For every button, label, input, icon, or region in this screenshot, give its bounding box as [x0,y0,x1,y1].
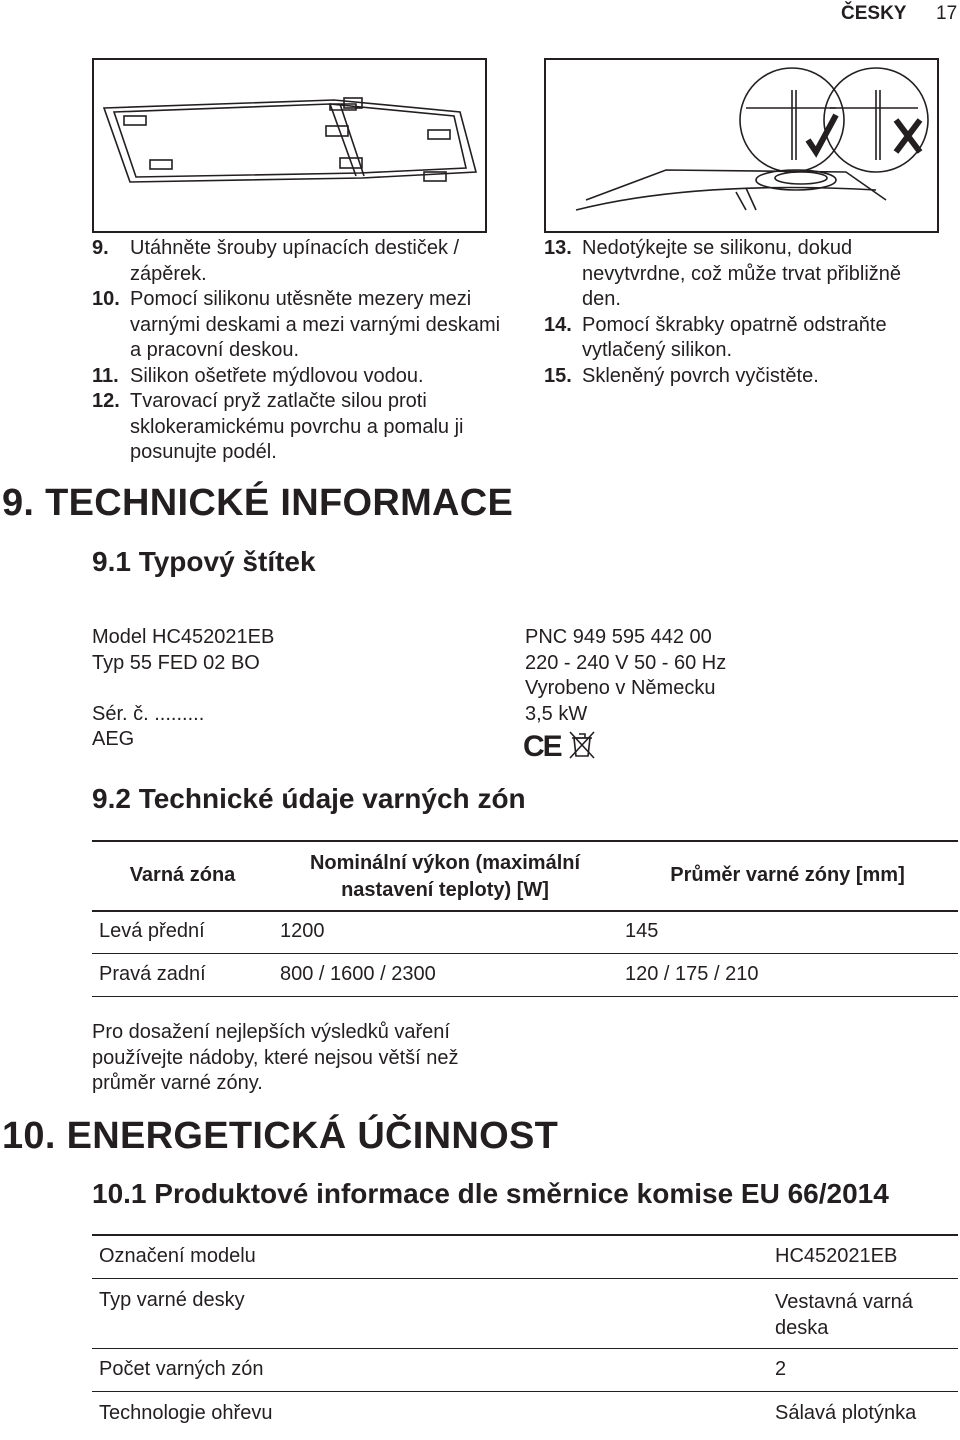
step-number: 14. [544,313,572,336]
col-header-zone: Varná zóna [129,864,236,886]
col-header-diameter: Průměr varné zóny [mm] [670,864,905,886]
info-value: HC452021EB [775,1245,898,1267]
plate-type: Typ 55 FED 02 BO [92,651,260,674]
table-bottom-rule [92,996,958,997]
step-text: Silikon ošetřete mýdlovou vodou. [130,364,424,387]
silicone-check-illustration [544,58,939,233]
step-text: Nedotýkejte se silikonu, dokud nevytvrdne, což může trvat přibližně den. [582,237,902,310]
installation-steps-left [92,236,512,466]
language-label: ČESKY [841,3,907,24]
step-number: 13. [544,237,572,259]
step-item [544,236,944,313]
info-table-top-rule [92,1234,958,1236]
step-text: Utáhněte šrouby upínacích destiček / zápěrek. [130,237,460,285]
rating-plate-left [92,625,492,753]
zone-name: Pravá zadní [99,963,206,985]
zone-power: 1200 [280,920,325,942]
hob-clamps-illustration [92,58,487,233]
step-item [544,364,944,390]
weee-bin-icon [568,730,596,765]
section-9-1-title: 9.1 Typový štítek [92,546,316,577]
plate-serial: Sér. č. ......... [92,702,205,725]
zone-diameter: 120 / 175 / 210 [625,963,759,985]
info-label: Technologie ohřevu [99,1402,273,1424]
step-text: Pomocí škrabky opatrně odstraňte vytlačený silikon. [582,313,887,361]
step-item [544,313,944,364]
plate-made-in: Vyrobeno v Německu [525,677,716,699]
zone-diameter: 145 [625,920,659,942]
info-row-rule [92,1391,958,1392]
section-10-1-title: 10.1 Produktové informace dle směrnice komise EU 66/2014 [92,1178,889,1209]
step-item [92,389,512,466]
table-header-rule [92,910,958,912]
step-number: 10. [92,288,120,310]
step-number: 9. [92,237,109,259]
zone-name: Levá přední [99,920,205,942]
step-number: 11. [92,364,119,387]
info-label: Typ varné desky [99,1289,245,1311]
step-number: 15. [544,364,572,387]
cookware-note: Pro dosažení nejlepších výsledků vaření používejte nádoby, které nejsou větší než průměr varné zóny. [92,1021,459,1094]
info-value: Sálavá plotýnka [775,1402,917,1424]
plate-pnc: PNC 949 595 442 00 [525,626,712,648]
info-row-rule [92,1278,958,1279]
step-text: Skleněný povrch vyčistěte. [582,364,819,387]
info-value: Vestavná varná deska [775,1291,913,1339]
table-row-rule [92,953,958,954]
step-item [92,287,512,364]
plate-brand: AEG [92,728,135,750]
table-top-rule [92,840,958,842]
section-9-title: 9. TECHNICKÉ INFORMACE [2,482,514,524]
rating-plate-right [525,625,925,727]
info-value: 2 [775,1358,787,1380]
hob-clamps-drawing [94,60,485,231]
plate-model: Model HC452021EB [92,626,275,648]
plate-power: 3,5 kW [525,702,588,725]
step-number: 12. [92,390,120,412]
info-row-rule [92,1348,958,1349]
silicone-check-drawing [546,60,937,231]
info-label: Označení modelu [99,1245,256,1267]
ce-mark-icon: CE [523,730,561,763]
page-number: 17 [936,3,958,24]
section-9-2-title: 9.2 Technické údaje varných zón [92,783,526,814]
col-header-power: Nominální výkon (maximální nastavení teploty) [W] [309,852,581,901]
plate-voltage: 220 - 240 V 50 - 60 Hz [525,651,727,674]
zone-power: 800 / 1600 / 2300 [280,963,436,985]
step-text: Tvarovací pryž zatlačte silou proti sklokeramickému povrchu a pomalu ji posunujte podél. [130,390,464,463]
section-10-title: 10. ENERGETICKÁ ÚČINNOST [2,1115,559,1157]
info-label: Počet varných zón [99,1358,264,1380]
step-text: Pomocí silikonu utěsněte mezery mezi varnými deskami a mezi varnými deskami a pracovní deskou. [130,288,501,361]
installation-steps-right [544,236,944,389]
step-item [92,236,512,287]
step-item [92,364,512,390]
